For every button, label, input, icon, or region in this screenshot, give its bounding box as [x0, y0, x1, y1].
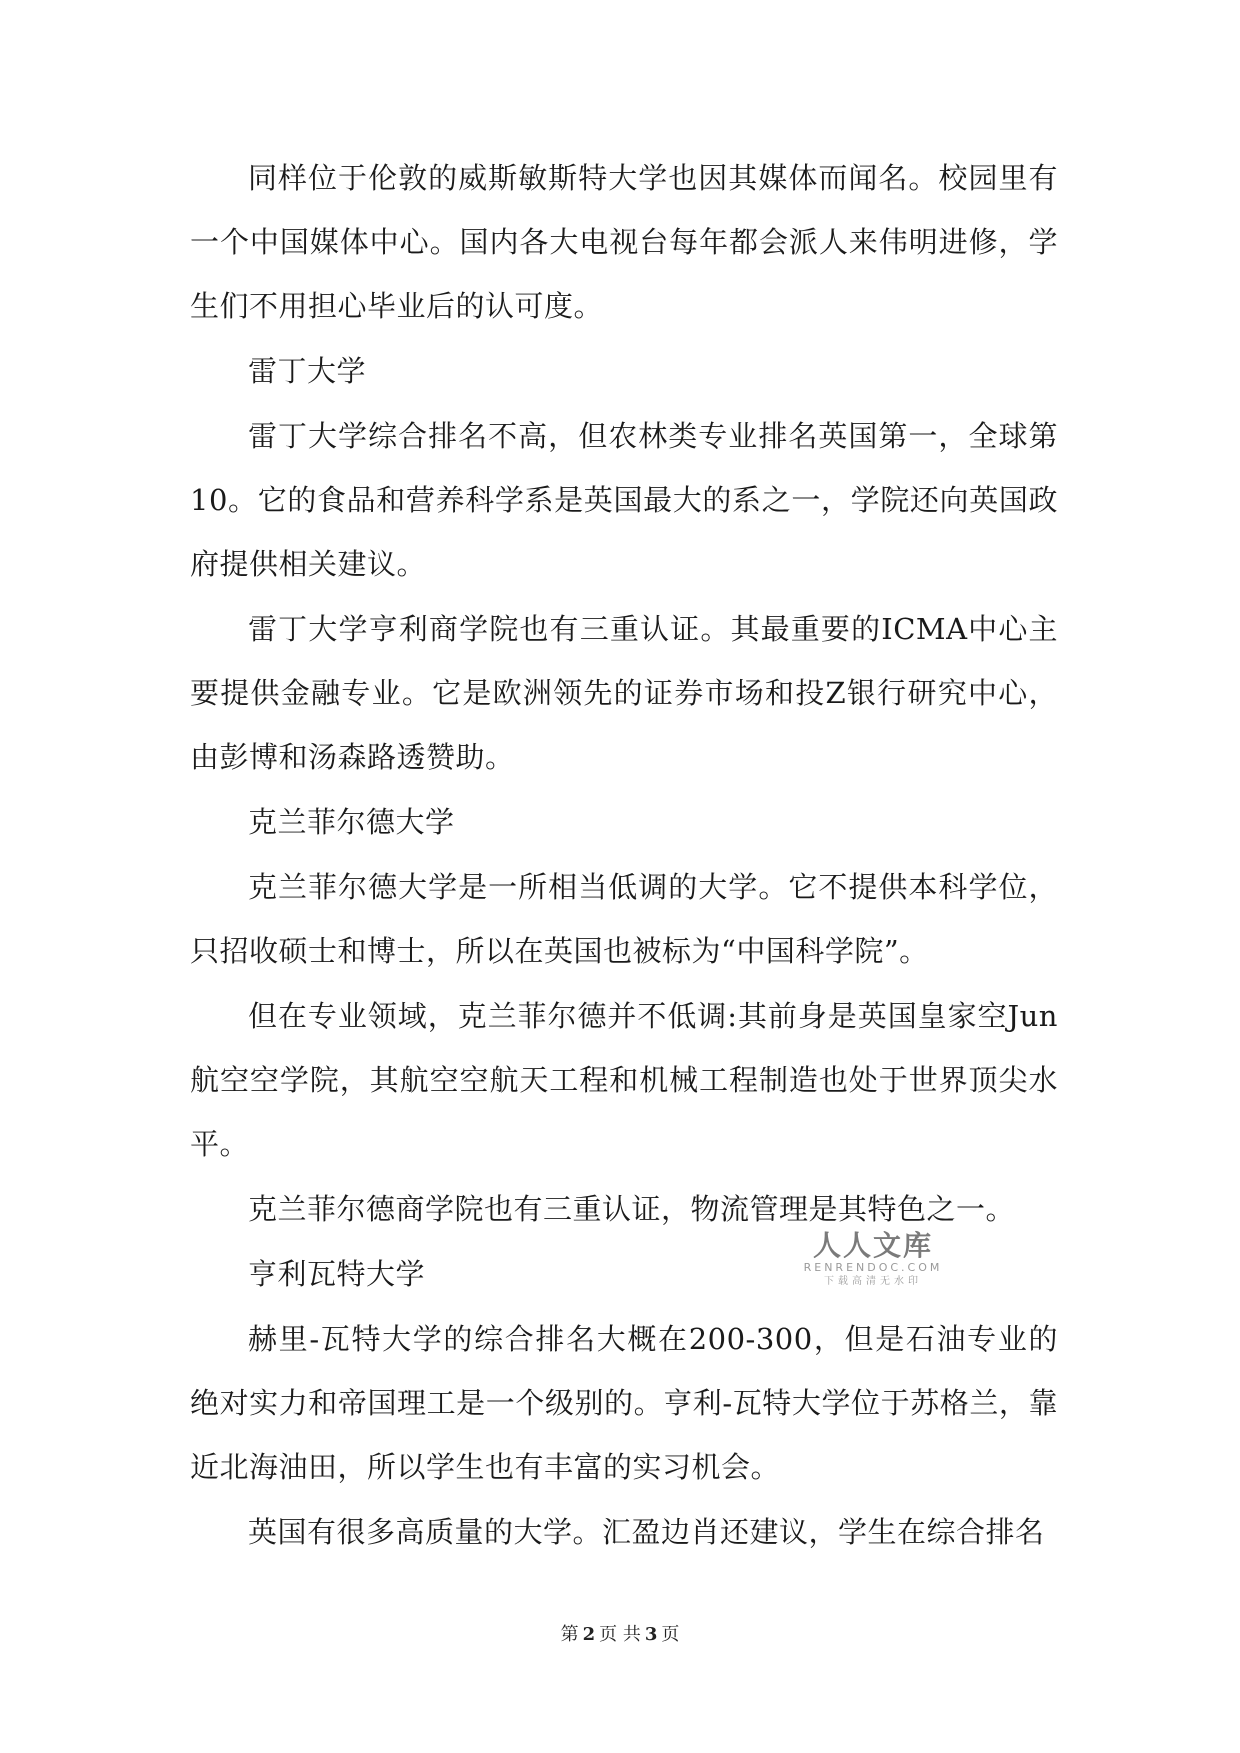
footer-prefix: 第 [560, 1624, 579, 1645]
document-body [190, 146, 1058, 1565]
paragraph: 克兰菲尔德商学院也有三重认证，物流管理是其特色之一。 [248, 1192, 1016, 1226]
watermark-title: 人人文库 [812, 1229, 933, 1262]
paragraph: 雷丁大学综合排名不高，但农林类专业排名英国第一，全球第10。它的食品和营养科学系是英国最大的系之一，学院还向英国政府提供相关建议。 [190, 419, 1058, 581]
paragraph: 英国有很多高质量的大学。汇盈边肖还建议，学生在综合排名 [248, 1515, 1045, 1549]
section-heading: 雷丁大学 [248, 354, 367, 388]
watermark-tagline: 下载高清无水印 [824, 1276, 922, 1287]
section-heading: 亨利瓦特大学 [248, 1257, 426, 1291]
paragraph: 雷丁大学亨利商学院也有三重认证。其最重要的ICMA中心主要提供金融专业。它是欧洲领先的证券市场和投Z银行研究中心，由彭博和汤森路透赞助。 [190, 612, 1058, 774]
page-footer [0, 1620, 1240, 1646]
paragraph: 克兰菲尔德大学是一所相当低调的大学。它不提供本科学位，只招收硕士和博士，所以在英国也被标为“中国科学院”。 [190, 870, 1058, 968]
paragraph: 同样位于伦敦的威斯敏斯特大学也因其媒体而闻名。校园里有一个中国媒体中心。国内各大电视台每年都会派人来伟明进修，学生们不用担心毕业后的认可度。 [190, 161, 1058, 323]
watermark-domain: RENRENDOC.COM [803, 1261, 943, 1274]
total-page-number: 3 [644, 1624, 658, 1645]
current-page-number: 2 [582, 1624, 596, 1645]
footer-suffix: 页 [661, 1624, 680, 1645]
paragraph: 赫里-瓦特大学的综合排名大概在200-300，但是石油专业的绝对实力和帝国理工是一个级别的。亨利-瓦特大学位于苏格兰，靠近北海油田，所以学生也有丰富的实习机会。 [190, 1322, 1058, 1484]
watermark-logo [803, 1231, 943, 1288]
footer-middle: 页 共 [599, 1624, 641, 1645]
section-heading: 克兰菲尔德大学 [248, 805, 455, 839]
paragraph: 但在专业领域，克兰菲尔德并不低调:其前身是英国皇家空Jun航空空学院，其航空空航天工程和机械工程制造也处于世界顶尖水平。 [190, 999, 1058, 1161]
